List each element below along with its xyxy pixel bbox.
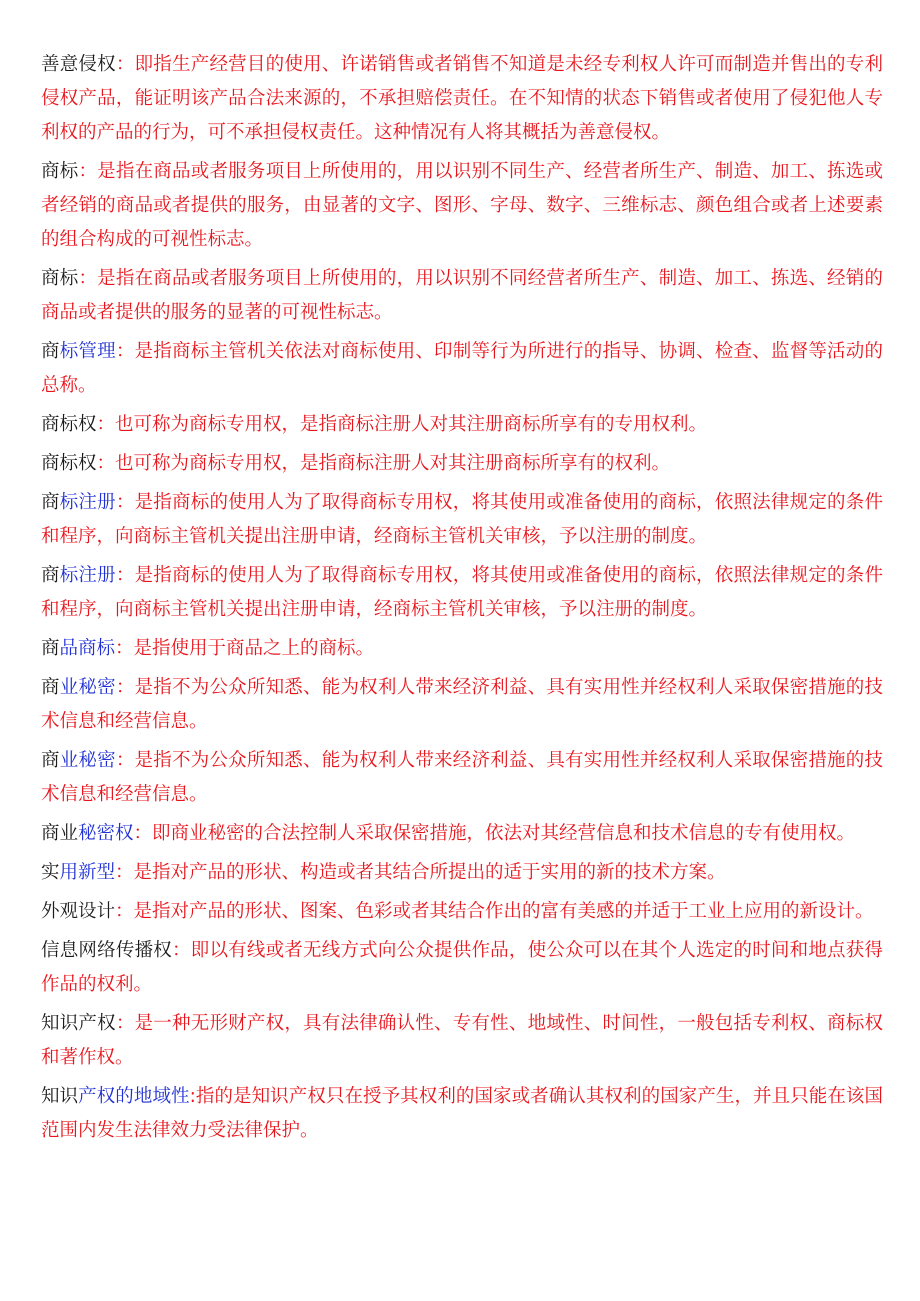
glossary-entry: [41, 486, 883, 554]
entry-term: 商业: [41, 823, 79, 844]
entry-definition: ：即以有线或者无线方式向公众提供作品，使公众可以在其个人选定的时间和地点获得作品的权利。: [41, 940, 883, 995]
entry-term: 商标权: [41, 453, 97, 474]
entry-term: 商标: [41, 161, 79, 182]
entry-definition: ：也可称为商标专用权，是指商标注册人对其注册商标所享有的专用权利。: [96, 414, 708, 435]
entry-definition: ：也可称为商标专用权，是指商标注册人对其注册商标所享有的权利。: [96, 453, 671, 474]
entry-term: 外观设计: [41, 901, 116, 922]
glossary-entry: [41, 934, 883, 1002]
entry-definition: ：是指对产品的形状、构造或者其结合所提出的适于实用的新的技术方案。: [115, 862, 726, 883]
glossary-page: [41, 48, 883, 1153]
entry-definition: ：是指在商品或者服务项目上所使用的，用以识别不同经营者所生产、制造、加工、拣选、经销的商品或者提供的服务的显著的可视性标志。: [41, 268, 883, 323]
entry-term: 知识产权: [41, 1013, 116, 1034]
entry-definition: ：是指在商品或者服务项目上所使用的，用以识别不同生产、经营者所生产、制造、加工、拣选或者经销的商品或者提供的服务，由显著的文字、图形、字母、数字、三维标志、颜色组合或者上述要素的组合构成的可视性标志。: [41, 161, 883, 250]
entry-term: 商标: [41, 268, 79, 289]
entry-definition: ：是指商标主管机关依法对商标使用、印制等行为所进行的指导、协调、检查、监督等活动的总称。: [41, 341, 883, 396]
glossary-entry: [41, 632, 883, 666]
glossary-entry: [41, 1080, 883, 1148]
entry-term-highlight: 标注册: [59, 492, 116, 513]
entry-term-highlight: 业秘密: [59, 677, 116, 698]
glossary-entry: [41, 155, 883, 257]
entry-term-highlight: 产权的地域性: [78, 1086, 190, 1107]
glossary-entry: [41, 817, 883, 851]
glossary-entry: [41, 856, 883, 890]
entry-term: 商: [41, 677, 60, 698]
glossary-entry: [41, 744, 883, 812]
glossary-entry: [41, 335, 883, 403]
entry-term-highlight: 标管理: [59, 341, 116, 362]
glossary-entry: [41, 262, 883, 330]
entry-term: 信息网络传播权: [41, 940, 173, 961]
entry-definition: ：即商业秘密的合法控制人采取保密措施，依法对其经营信息和技术信息的专有使用权。: [133, 823, 856, 844]
glossary-entry: [41, 1007, 883, 1075]
entry-term: 商: [41, 638, 60, 659]
entry-term: 实: [41, 862, 60, 883]
entry-definition: ：是指使用于商品之上的商标。: [115, 638, 375, 659]
glossary-entry: [41, 671, 883, 739]
entry-term: 知识: [41, 1086, 79, 1107]
entry-term: 善意侵权: [41, 54, 116, 75]
glossary-entry: [41, 408, 883, 442]
glossary-entry: [41, 895, 883, 929]
entry-term-highlight: 业秘密: [59, 750, 116, 771]
glossary-entry: [41, 559, 883, 627]
entry-term: 商: [41, 341, 60, 362]
entry-term-highlight: 用新型: [59, 862, 116, 883]
entry-term: 商: [41, 750, 60, 771]
entry-definition: :指的是知识产权只在授予其权利的国家或者确认其权利的国家产生，并且只能在该国范围内发生法律效力受法律保护。: [41, 1086, 883, 1141]
entry-definition: ：是指不为公众所知悉、能为权利人带来经济利益、具有实用性并经权利人采取保密措施的技术信息和经营信息。: [41, 750, 883, 805]
entry-definition: ：是指商标的使用人为了取得商标专用权，将其使用或准备使用的商标，依照法律规定的条件和程序，向商标主管机关提出注册申请，经商标主管机关审核，予以注册的制度。: [41, 492, 883, 547]
entry-term-highlight: 标注册: [59, 565, 116, 586]
entry-term: 商标权: [41, 414, 97, 435]
entry-term-highlight: 秘密权: [78, 823, 134, 844]
entry-term: 商: [41, 492, 60, 513]
entry-term-highlight: 品商标: [59, 638, 116, 659]
glossary-entry: [41, 48, 883, 150]
entry-term: 商: [41, 565, 60, 586]
entry-definition: ：即指生产经营目的使用、许诺销售或者销售不知道是未经专利权人许可而制造并售出的专利侵权产品，能证明该产品合法来源的，不承担赔偿责任。在不知情的状态下销售或者使用了侵犯他人专利权的产品的行为，可不承担侵权责任。这种情况有人将其概括为善意侵权。: [41, 54, 883, 143]
glossary-list: [41, 48, 883, 1148]
glossary-entry: [41, 447, 883, 481]
entry-definition: ：是指不为公众所知悉、能为权利人带来经济利益、具有实用性并经权利人采取保密措施的技术信息和经营信息。: [41, 677, 883, 732]
entry-definition: ：是一种无形财产权，具有法律确认性、专有性、地域性、时间性，一般包括专利权、商标权和著作权。: [41, 1013, 883, 1068]
entry-definition: ：是指商标的使用人为了取得商标专用权，将其使用或准备使用的商标，依照法律规定的条件和程序，向商标主管机关提出注册申请，经商标主管机关审核，予以注册的制度。: [41, 565, 883, 620]
entry-definition: ：是指对产品的形状、图案、色彩或者其结合作出的富有美感的并适于工业上应用的新设计。: [115, 901, 874, 922]
